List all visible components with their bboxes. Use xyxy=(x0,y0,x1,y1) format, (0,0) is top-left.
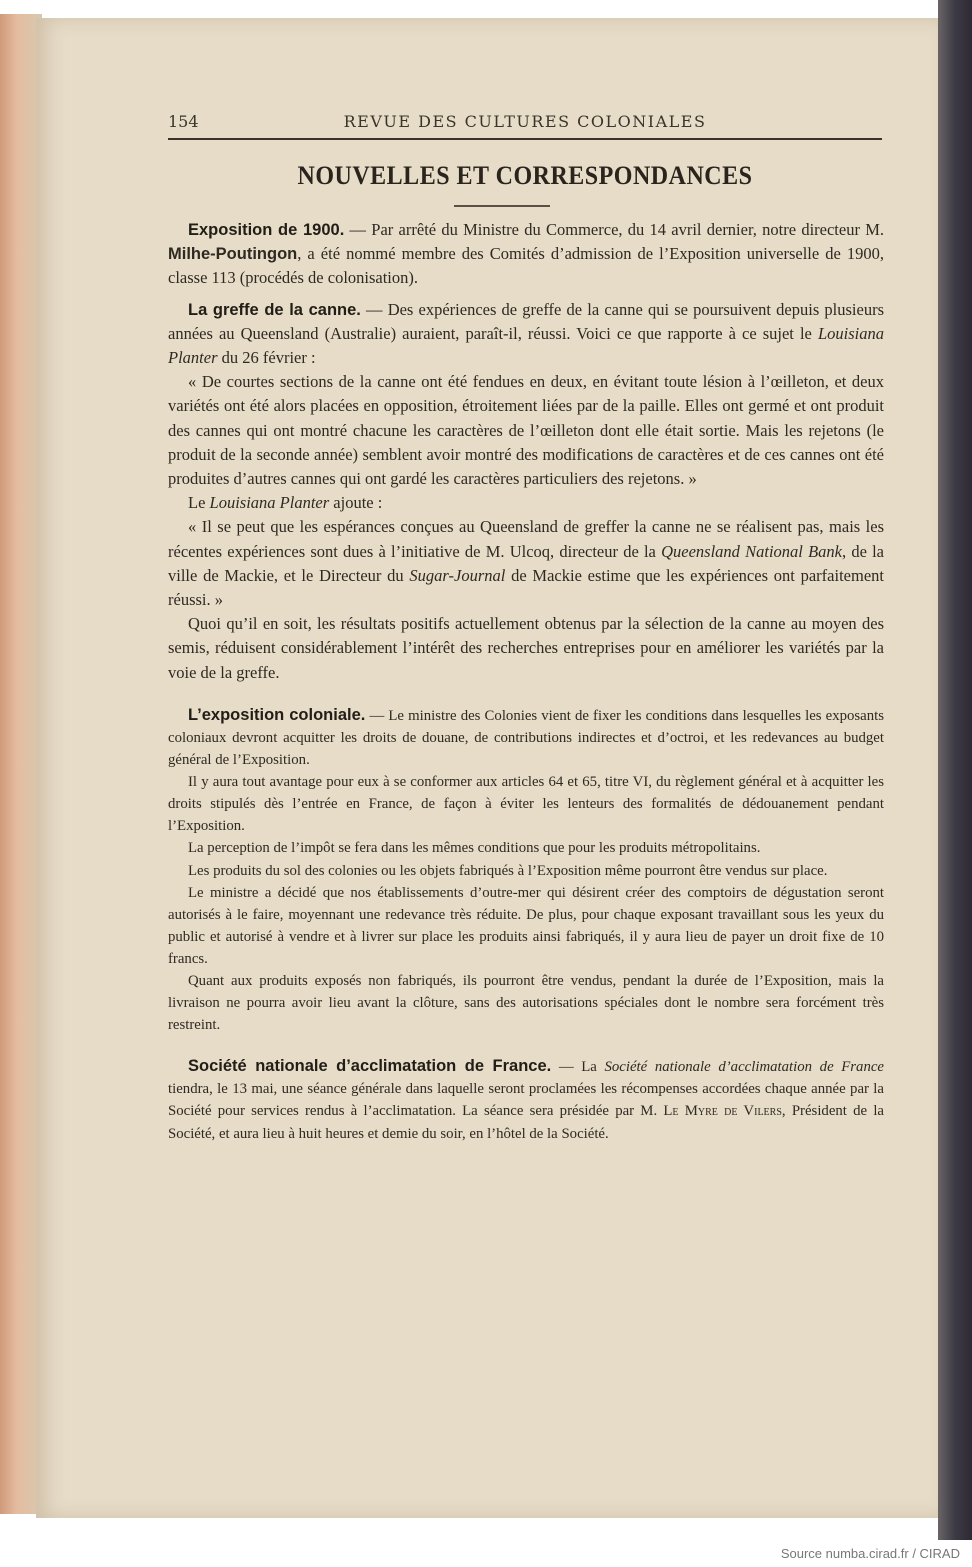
source-credit: Source numba.cirad.fr / CIRAD xyxy=(780,1546,960,1561)
president-name: Le Myre de Vilers xyxy=(663,1103,782,1120)
paragraph-text: , Président de la Société, et aura lieu à huit heures et demie du soir, en l’hôtel de la Société. xyxy=(168,1103,884,1142)
paragraph-text: — Des expériences de greffe de la canne qui se poursuivent depuis plusieurs années au Queensland (Australie) auraient, paraît-il, réussi. Voici ce que rapporte à ce sujet le xyxy=(168,299,884,343)
paragraph: Le ministre a décidé que nos établissements d’outre-mer qui désirent créer des comptoirs de dégustation seront autorisés à le faire, moyennant une redevance très réduite. De plus, pour chaque exposant travaillant sous les yeux du public et autorisé à vendre et à livrer sur place les produits ainsi fabriqués, il y aura lieu de payer un droit fixe de 10 francs. xyxy=(168,884,884,967)
society-name: Société nationale d’acclimatation de France xyxy=(604,1059,884,1076)
book-binding xyxy=(938,0,972,1540)
person-name: Milhe-Poutingon xyxy=(168,245,298,264)
paragraph-text: — Par arrêté du Ministre du Commerce, du 14 avril dernier, notre directeur M. xyxy=(344,220,884,239)
running-title: REVUE DES CULTURES COLONIALES xyxy=(343,112,707,131)
paragraph-text: de Mackie estime que les expériences ont parfaitement réussi. » xyxy=(168,565,884,610)
paragraph-text: Le xyxy=(188,493,210,513)
paragraph-text: du 26 février : xyxy=(217,348,316,368)
paragraph-text: , a été nommé membre des Comités d’admission de l’Exposition universelle de 1900, classe 113 (procédés de colonisation). xyxy=(168,244,884,288)
section-heading: Exposition de 1900. xyxy=(188,221,345,239)
quote-paragraph: « De courtes sections de la canne ont été fendues en deux, en évitant toute lésion à l’œilleton, et deux variétés ont été alors placées en opposition, étroitement liées par de la paille. Elles ont germé et ont produit des cannes qui ont montré chacune les caractères de l’œilleton dont elle était sortie. Mais les rejetons (le produit de la seconde année) semblent avoir montré des modifications de caractères et de ces cannes ont été produites d’autres cannes qui ont gardé les caractères particuliers des rejetons. » xyxy=(168,372,884,489)
paragraph: Quant aux produits exposés non fabriqués, ils pourront être vendus, pendant la durée de l’Exposition, mais la livraison ne pourra avoir lieu avant la clôture, sans des autorisations spéciales dont le nombre sera forcément très restreint. xyxy=(168,972,884,1034)
conclusion-paragraph: Quoi qu’il en soit, les résultats positifs actuellement obtenus par la sélection de la canne au moyen des semis, réduisent considérablement l’intérêt des recherches entreprises pour en améliorer les variétés par la voie de la greffe. xyxy=(168,614,884,682)
journal-name: Sugar-Journal xyxy=(409,565,506,585)
publication-title: Louisiana Planter xyxy=(209,493,330,513)
bank-name: Queensland National Bank xyxy=(661,541,842,561)
main-title: NOUVELLES ET CORRESPONDANCES xyxy=(297,161,753,191)
paragraph-text: tiendra, le 13 mai, une séance générale dans laquelle seront proclamées les récompenses accordées chaque année par la Société pour services rendus à l’acclimatation. La séance sera présidée par M. xyxy=(168,1081,884,1120)
paragraph: Il y aura tout avantage pour eux à se conformer aux articles 64 et 65, titre VI, du règlement général et à acquitter les droits stipulés dès l’entrée en France, de façon à éviter les lenteurs des formalités de dédouanement pendant l’Exposition. xyxy=(168,774,884,835)
section-exposition-1900 xyxy=(168,218,884,291)
paragraph: Les produits du sol des colonies ou les objets fabriqués à l’Exposition même pourront être vendus sur place. xyxy=(188,862,828,879)
section-greffe xyxy=(168,298,884,371)
paragraph-text: , de la ville de Mackie, et le Directeur du xyxy=(168,541,884,585)
section-heading: L’exposition coloniale. xyxy=(188,705,366,724)
article-body xyxy=(168,218,884,1145)
section-societe xyxy=(168,1055,884,1144)
title-divider xyxy=(454,205,550,207)
paragraph-text: « Il se peut que les espérances conçues au Queensland de greffer la canne ne se réalisent pas, mais les récentes expériences sont dues à l’initiative de M. Ulcoq, directeur de la xyxy=(168,517,884,561)
publication-title: Louisiana Planter xyxy=(168,323,884,368)
paragraph-text: ajoute : xyxy=(329,493,383,513)
page-header xyxy=(168,108,882,140)
paragraph: La perception de l’impôt se fera dans les mêmes conditions que pour les produits métropolitains. xyxy=(188,840,761,857)
page-number: 154 xyxy=(168,112,199,131)
section-heading: Société nationale d’acclimatation de France. xyxy=(188,1057,552,1076)
paragraph-text: — Le ministre des Colonies vient de fixer les conditions dans lesquelles les exposants coloniaux devront acquitter les droits de douane, de contributions indirectes et d’octroi, et les redevances au budget général de l’Exposition. xyxy=(168,707,884,769)
transition-paragraph xyxy=(168,491,884,515)
quote-paragraph xyxy=(168,515,884,612)
paragraph-text: — La xyxy=(551,1059,605,1076)
section-exposition-coloniale xyxy=(168,704,884,771)
section-heading: La greffe de la canne. xyxy=(188,300,361,319)
